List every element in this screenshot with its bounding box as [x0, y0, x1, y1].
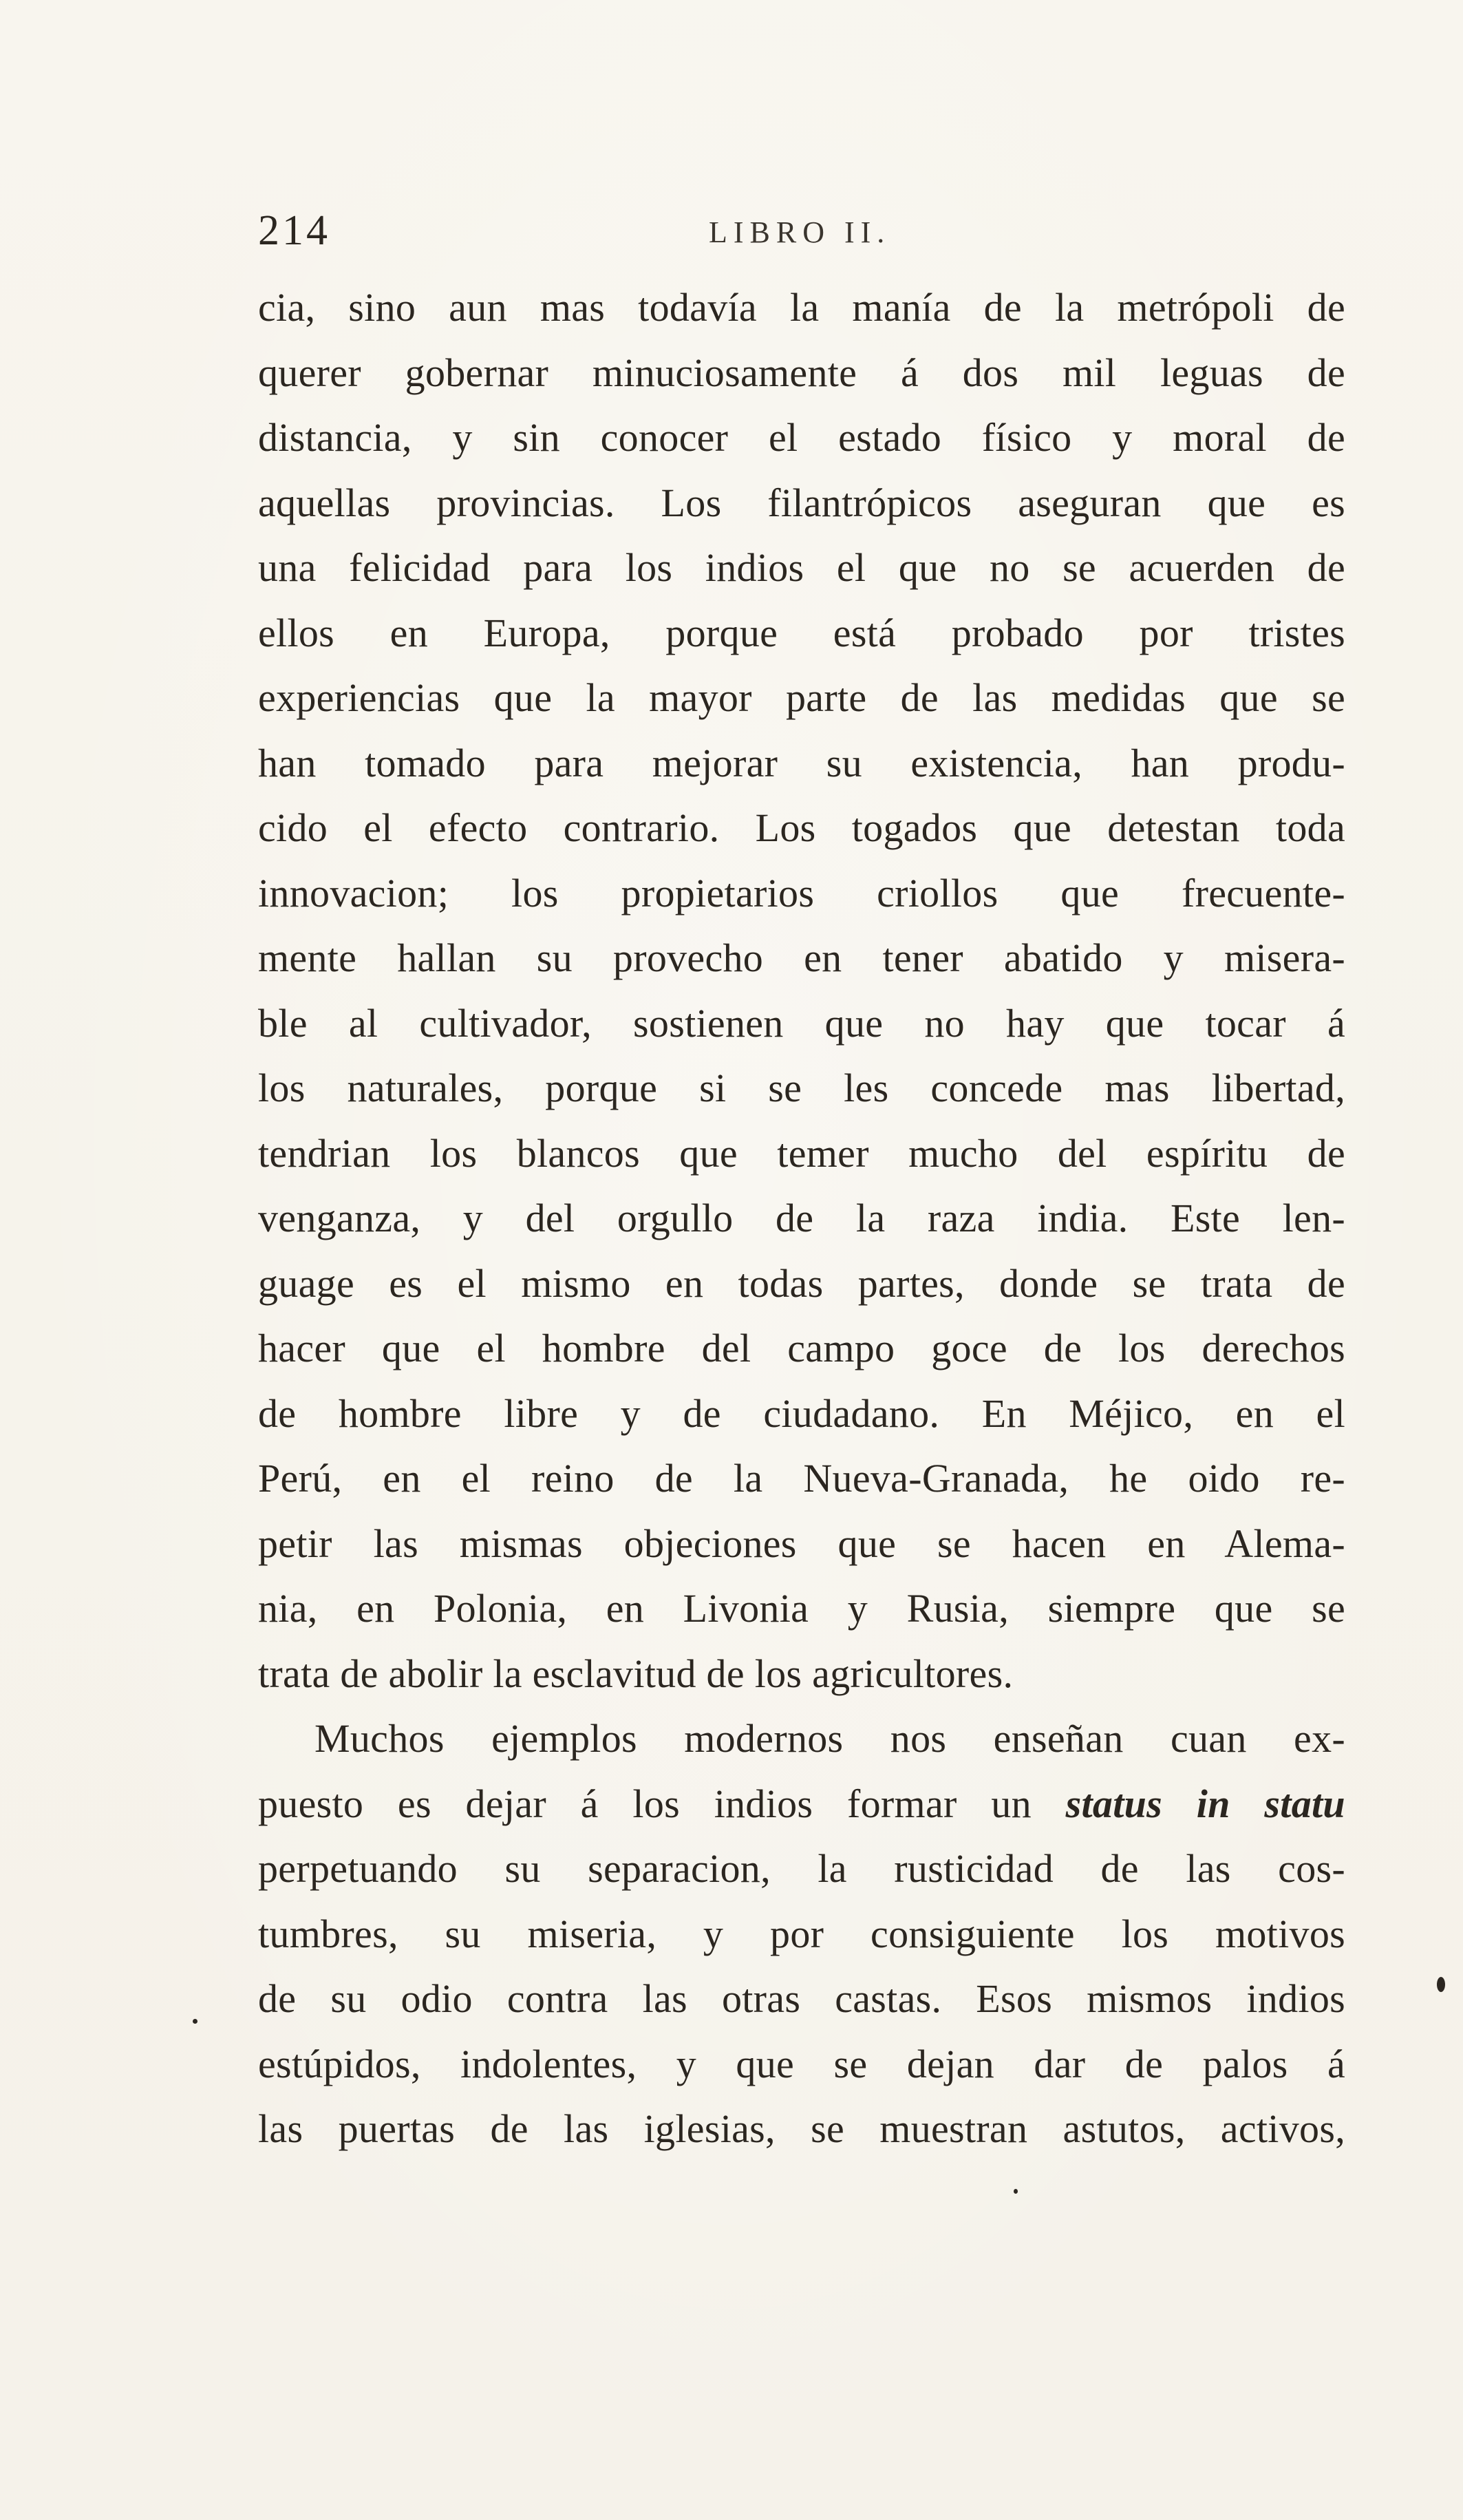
ink-speck: [1437, 1977, 1445, 1992]
page-header: [258, 200, 1345, 262]
text-line: mente hallan su provecho en tener abatido y misera-: [258, 935, 1345, 980]
text-line: han tomado para mejorar su existencia, han produ-: [258, 740, 1345, 785]
text-line: experiencias que la mayor parte de las medidas que se: [258, 675, 1345, 720]
text-line: tumbres, su miseria, y por consiguiente los motivos: [258, 1911, 1345, 1956]
text-line: las puertas de las iglesias, se muestran astutos, activos,: [258, 2106, 1345, 2151]
text-line: cido el efecto contrario. Los togados que detestan toda: [258, 805, 1345, 850]
text-line: tendrian los blancos que temer mucho del espíritu de: [258, 1130, 1345, 1176]
body-text: [258, 275, 1345, 2162]
text-line: ble al cultivador, sostienen que no hay que tocar á: [258, 1000, 1345, 1046]
text-line: innovacion; los propietarios criollos que frecuente-: [258, 870, 1345, 915]
text-line: de hombre libre y de ciudadano. En Méjico, en el: [258, 1390, 1345, 1436]
italic-phrase: status in statu: [1065, 1781, 1345, 1826]
text-line: perpetuando su separacion, la rusticidad de las cos-: [258, 1846, 1345, 1891]
paragraph-start-line: Muchos ejemplos modernos nos enseñan cuan ex-: [314, 1716, 1345, 1761]
running-head: LIBRO II.: [709, 215, 891, 249]
text-line: los naturales, porque si se les concede mas libertad,: [258, 1066, 1345, 1110]
text-line: aquellas provincias. Los filantrópicos aseguran que es: [258, 480, 1345, 525]
text-line: cia, sino aun mas todavía la manía de la metrópoli de: [258, 285, 1345, 330]
text-line: de su odio contra las otras castas. Esos mismos indios: [258, 1976, 1345, 2021]
ink-speck: [193, 2019, 197, 2024]
text-line-with-emphasis: [258, 1772, 1345, 1837]
ink-speck: [1014, 2189, 1018, 2194]
text-span: puesto es dejar á los indios formar un: [258, 1781, 1032, 1826]
paragraph-end-line: trata de abolir la esclavitud de los agricultores.: [258, 1651, 1014, 1696]
text-line: hacer que el hombre del campo goce de los derechos: [258, 1326, 1345, 1370]
page-number: 214: [258, 207, 330, 254]
text-line: estúpidos, indolentes, y que se dejan dar de palos á: [258, 2041, 1345, 2086]
text-line: distancia, y sin conocer el estado físico y moral de: [258, 415, 1345, 460]
text-line: guage es el mismo en todas partes, donde se trata de: [258, 1260, 1345, 1306]
text-line: petir las mismas objeciones que se hacen en Alema-: [258, 1521, 1345, 1566]
text-line: una felicidad para los indios el que no se acuerden de: [258, 545, 1345, 590]
text-line: nia, en Polonia, en Livonia y Rusia, siempre que se: [258, 1586, 1345, 1631]
text-line: Perú, en el reino de la Nueva-Granada, he oido re-: [258, 1456, 1345, 1501]
text-line: querer gobernar minuciosamente á dos mil leguas de: [258, 350, 1345, 395]
text-line: venganza, y del orgullo de la raza india. Este len-: [258, 1196, 1345, 1240]
text-line: ellos en Europa, porque está probado por tristes: [258, 610, 1345, 655]
